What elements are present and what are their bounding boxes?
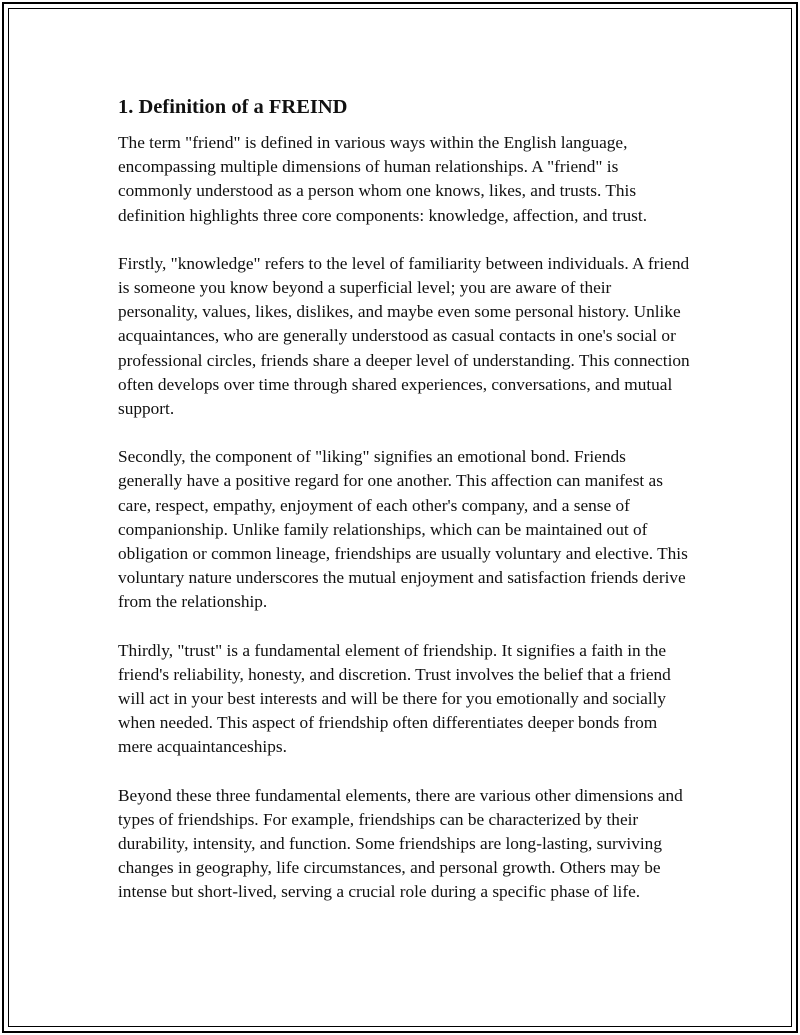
paragraph-knowledge: Firstly, "knowledge" refers to the level of familiarity between individuals. A friend is someone you know beyond a superficial level; you are aware of their personality, values, likes, dislikes, and maybe even some personal history. Unlike acquaintances, who are generally understood as casual contacts in one's social or professional circles, friends share a deeper level of understanding. This connection often develops over time through shared experiences, conversations, and mutual support. xyxy=(118,253,690,419)
paragraph-liking: Secondly, the component of "liking" signifies an emotional bond. Friends generally have a positive regard for one another. This affection can manifest as care, respect, empathy, enjoyment of each other's company, and a sense of companionship. Unlike family relationships, which can be maintained out of obligation or common lineage, friendships are usually voluntary and elective. This voluntary nature underscores the mutual enjoyment and satisfaction friends derive from the relationship. xyxy=(118,447,688,612)
paragraph-other-dimensions: Beyond these three fundamental elements, there are various other dimensions and types of friendships. For example, friendships can be characterized by their durability, intensity, and function. Some friendships are long-lasting, surviving changes in geography, life circumstances, and personal growth. Others may be intense but short-lived, serving a crucial role during a specific phase of life. xyxy=(118,785,683,902)
paragraph-definition: The term "friend" is defined in various ways within the English language, encompassing multiple dimensions of human relationships. A "friend" is commonly understood as a person whom one knows, likes, and trusts. This definition highlights three core components: knowledge, affection, and trust. xyxy=(118,133,648,225)
section-heading: 1. Definition of a FREIND xyxy=(118,96,348,118)
document-body xyxy=(118,93,693,929)
paragraph-trust: Thirdly, "trust" is a fundamental element of friendship. It signifies a faith in the friend's reliability, honesty, and discretion. Trust involves the belief that a friend will act in your best interests and will be there for you emotionally and socially when needed. This aspect of friendship often differentiates deeper bonds from mere acquaintanceships. xyxy=(118,640,671,757)
